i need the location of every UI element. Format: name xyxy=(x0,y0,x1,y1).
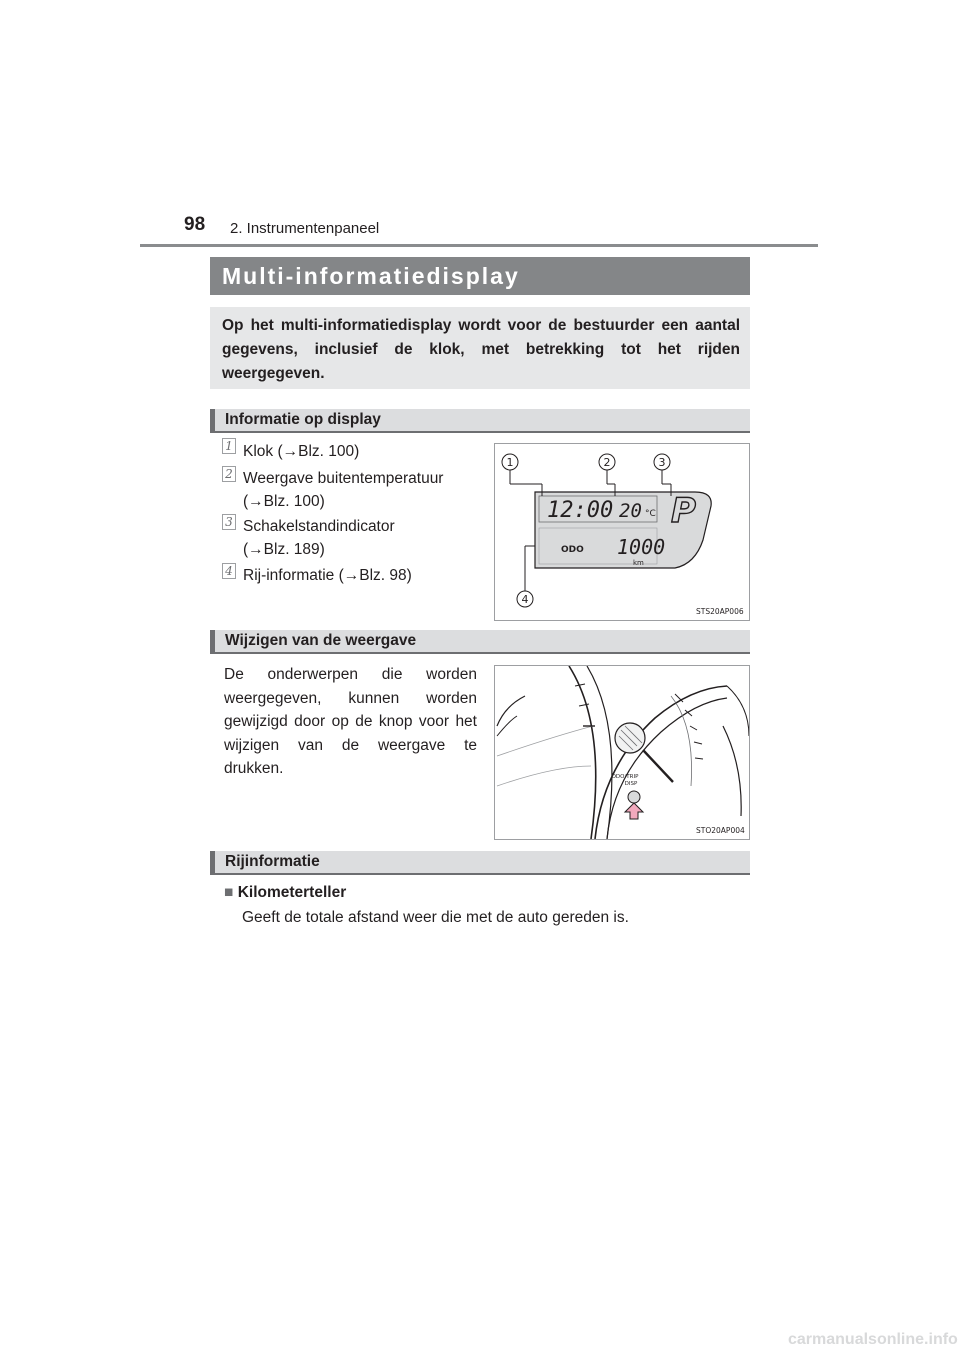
item-driving-info: Rij-informatie (→Blz. 98) xyxy=(243,567,412,584)
item-clock: Klok (→Blz. 100) xyxy=(243,443,360,460)
change-display-text: De onderwerpen die worden weergegeven, kunnen worden gewijzigd door op de knop voor het wijzigen van de weergave te drukken. xyxy=(224,666,477,777)
dial-knob xyxy=(615,723,645,753)
watermark-logo xyxy=(780,1318,960,1358)
page-title: Multi-informatiedisplay xyxy=(210,257,750,295)
section-heading-change-display: Wijzigen van de weergave xyxy=(210,630,750,654)
item-number-badge: 3 xyxy=(222,514,236,530)
figure-code: STS20AP006 xyxy=(696,607,744,616)
odo-trip-disp-button xyxy=(628,791,640,803)
item-outside-temp: Weergave buitentemperatuur xyxy=(243,470,444,487)
callout-1: 1 xyxy=(506,456,514,469)
display-temp-unit: °C xyxy=(645,509,656,519)
callout-2: 2 xyxy=(603,456,611,469)
figure-display-panel xyxy=(494,443,750,621)
section-heading-driving-info: Rijinformatie xyxy=(210,851,750,875)
page-number: 98 xyxy=(184,214,206,235)
display-clock: 12:00 xyxy=(547,498,614,523)
item-gear-indicator-ref: (→Blz. 189) xyxy=(243,541,325,558)
section-path: 2. Instrumentenpaneel xyxy=(230,220,380,237)
display-odo-unit: km xyxy=(633,559,644,567)
gauge-needle xyxy=(643,750,673,782)
display-odo-label: ODO xyxy=(561,545,584,555)
callout-3: 3 xyxy=(658,456,666,469)
header-rule xyxy=(140,244,818,247)
item-number-badge: 1 xyxy=(222,438,236,454)
display-odo-value: 1000 xyxy=(617,535,666,559)
button-label-odo-trip: ODO/TRIP xyxy=(611,774,639,780)
display-gear: P xyxy=(671,491,696,531)
button-illustration xyxy=(495,666,749,839)
press-arrow-icon xyxy=(625,803,643,819)
intro-box: Op het multi-informatiedisplay wordt voor de bestuurder een aantal gegevens, inclusief de klok, met betrekking tot het rijden weergegeven. xyxy=(210,307,750,389)
svg-text:carmanualsonline.info: carmanualsonline.info xyxy=(788,1331,958,1348)
bullet-heading-odometer xyxy=(224,884,346,902)
item-number-badge: 2 xyxy=(222,466,236,482)
figure-display-button xyxy=(494,665,750,840)
button-label-disp: DISP xyxy=(624,781,638,787)
display-temp: 20 xyxy=(619,500,642,522)
callout-4: 4 xyxy=(521,593,529,606)
display-illustration xyxy=(495,444,749,620)
odometer-title: Kilometerteller xyxy=(237,884,347,901)
item-gear-indicator: Schakelstandindicator xyxy=(243,518,395,535)
bullet-square-icon: ■ xyxy=(224,884,234,901)
figure-code: STO20AP004 xyxy=(696,826,745,835)
odometer-description: Geeft de totale afstand weer die met de auto gereden is. xyxy=(242,909,629,926)
section-heading-display-info: Informatie op display xyxy=(210,409,750,433)
item-number-badge: 4 xyxy=(222,563,236,579)
item-outside-temp-ref: (→Blz. 100) xyxy=(243,493,325,510)
